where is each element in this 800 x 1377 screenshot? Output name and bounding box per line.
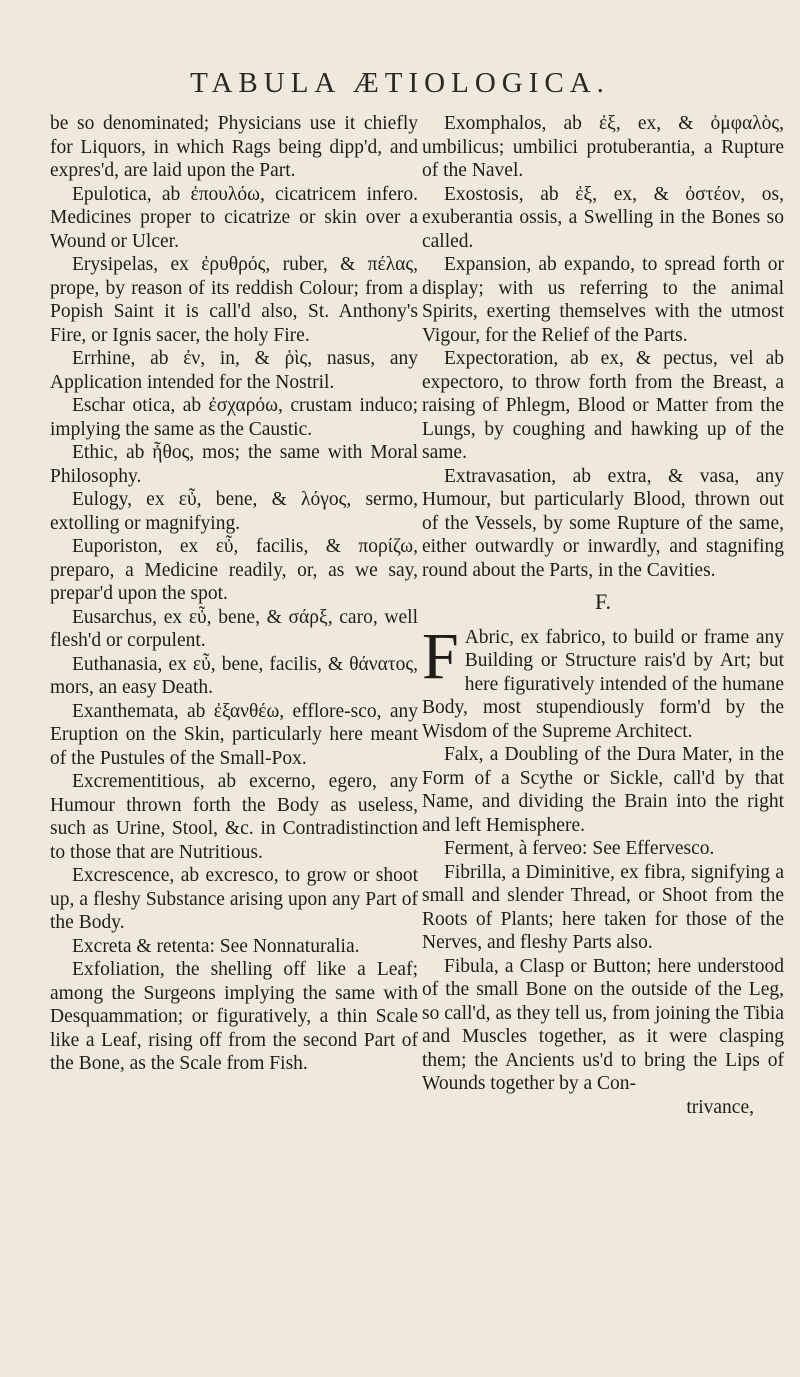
entry: Excrementitious, ab excerno, egero, any Humour thrown forth the Body as useless, such as Urine, Stool, &c. in Contradistinction to those that are Nutritious.: [50, 771, 418, 863]
entry: Exomphalos, ab ἐξ, ex, & ὀμφαλὸς, umbilicus; umbilici protuberantia, a Rupture of the Navel.: [422, 113, 784, 181]
entry: Exostosis, ab ἐξ, ex, & ὀστέον, os, exuberantia ossis, a Swelling in the Bones so called.: [422, 183, 784, 252]
entry: Eusarchus, ex εὖ, bene, & σάρξ, caro, well flesh'd or corpulent.: [50, 606, 418, 651]
catchword: trivance,: [686, 1096, 754, 1118]
entry: Excreta & retenta: See Nonnaturalia.: [72, 935, 360, 957]
entry: Fibrilla, a Diminitive, ex fibra, signifying a small and slender Thread, or Shoot from the Roots of Plants; here taken for those of the Nerves, and fleshy Parts also.: [422, 861, 784, 953]
left-column: [50, 112, 418, 1076]
entry: Expectoration, ab ex, & pectus, vel ab expectoro, to throw forth from the Breast, a raising of Phlegm, Blood or Matter from the Lungs, by coughing and hawking up of the same.: [422, 348, 784, 463]
entry: Ethic, ab ἦθος, mos; the same with Moral Philosophy.: [50, 442, 418, 487]
entry: Epulotica, ab ἐπουλόω, cicatricem infero. Medicines proper to cicatrize or skin over a Wound or Ulcer.: [50, 183, 418, 252]
entry: be so denominated; Physicians use it chiefly for Liquors, in which Rags being dipp'd, and expres'd, are laid upon the Part.: [50, 113, 418, 181]
entry: Expansion, ab expando, to spread forth or display; with us referring to the animal Spirits, exerting themselves with the utmost Vigour, for the Relief of the Parts.: [422, 254, 784, 346]
fabrica-text: Abric, ex fabrico, to build or frame any Building or Structure rais'd by Art; but here figuratively intended of the humane Body, most stupendiously form'd by the Wisdom of the Supreme Architect.: [422, 626, 784, 742]
right-column-entries: [422, 112, 784, 582]
entry: Exanthemata, ab ἐξανθέω, efflore-sco, any Eruption on the Skin, particularly here meant of the Pustules of the Small-Pox.: [50, 700, 418, 769]
entry: Fibula, a Clasp or Button; here understood of the small Bone on the outside of the Leg, so call'd, as they tell us, from joining the Tibia and Muscles together, as it were clasping them; the Ancients us'd to bring the Lips of Wounds together by a Con-: [422, 955, 784, 1094]
entry: Eschar otica, ab ἐσχαρόω, crustam induco; implying the same as the Caustic.: [50, 395, 418, 440]
entry: Eulogy, ex εὖ, bene, & λόγος, sermo, extolling or magnifying.: [50, 489, 418, 534]
running-header: TABULA ÆTIOLOGICA.: [190, 67, 610, 99]
entry: Excrescence, ab excresco, to grow or shoot up, a fleshy Substance arising upon any Part of the Body.: [50, 865, 418, 933]
right-column-entries-f: [422, 743, 784, 1096]
drop-cap: F: [422, 619, 459, 693]
entry: Ferment, à ferveo: See Effervesco.: [444, 838, 715, 859]
entry: Exfoliation, the shelling off like a Leaf; among the Surgeons implying the same with Desquammation; or figuratively, a thin Scale like a Leaf, rising off from the second Part of the Bone, as the Scale from Fish.: [50, 959, 418, 1074]
entry: Falx, a Doubling of the Dura Mater, in the Form of a Scythe or Sickle, call'd by that Name, and dividing the Brain into the right and left Hemisphere.: [422, 744, 784, 836]
entry: Extravasation, ab extra, & vasa, any Humour, but particularly Blood, thrown out of the Vessels, by some Rupture of the same, either outwardly or inwardly, and stagnifing round about the Parts, in the Cavities.: [422, 465, 784, 581]
entry: Errhine, ab ἐν, in, & ῥὶς, nasus, any Application intended for the Nostril.: [50, 348, 418, 393]
right-column: [422, 112, 784, 1119]
fabrica-entry: [422, 619, 784, 744]
entry: Euthanasia, ex εὖ, bene, facilis, & θάνατος, mors, an easy Death.: [50, 653, 418, 698]
entry: Euporiston, ex εὖ, facilis, & πορίζω, preparo, a Medicine readily, or, as we say, prepar'd upon the spot.: [50, 536, 418, 604]
section-letter: F.: [595, 589, 611, 614]
entry: Erysipelas, ex ἐρυθρός, ruber, & πέλας, prope, by reason of its reddish Colour; from a Popish Saint it is call'd also, St. Anthony's Fire, or Ignis sacer, the holy Fire.: [50, 254, 418, 346]
